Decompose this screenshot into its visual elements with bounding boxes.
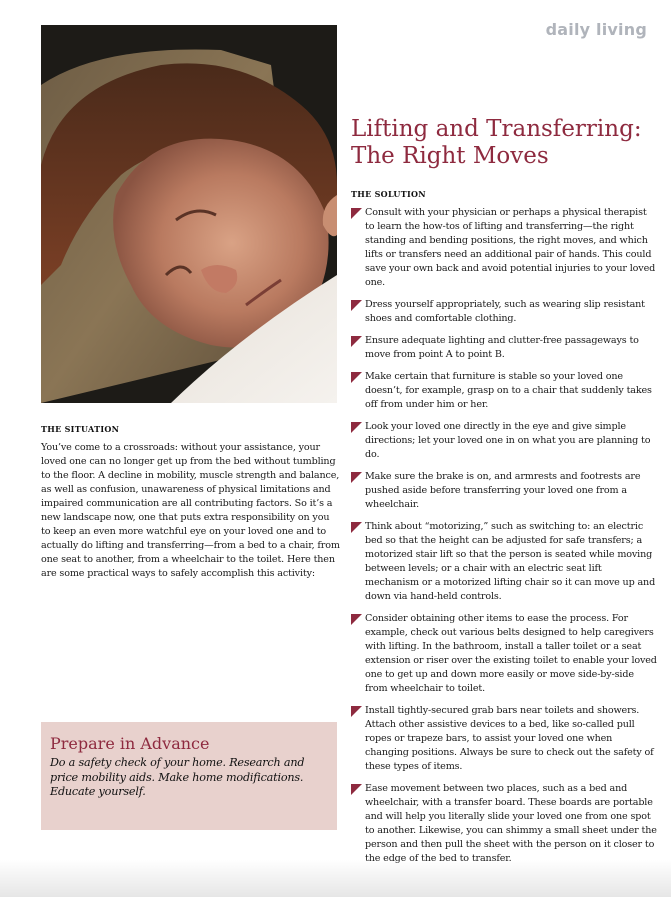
triangle-bullet-icon	[351, 372, 362, 383]
solution-item	[351, 520, 657, 604]
solution-item	[351, 782, 657, 866]
section-tag: daily living	[545, 20, 647, 39]
triangle-bullet-icon	[351, 472, 362, 483]
photo-image-icon	[41, 25, 337, 403]
solution-item	[351, 470, 657, 512]
triangle-bullet-icon	[351, 614, 362, 625]
solution-list	[351, 206, 657, 874]
solution-item-text: Think about “motorizing,” such as switching to: an electric bed so that the height can be adjusted for safe transfers; a motorized stair lift so that the person is seated while moving between levels; or a chair with an electric seat lift mechanism or a motorized lifting chair so it can move up and down via hand-held controls.	[365, 521, 656, 602]
situation-body: You’ve come to a crossroads: without your assistance, your loved one can no longer get up from the bed without tumbling to the floor. A decline in mobility, muscle strength and balance, as well as confusion, unawareness of physical limitations and impaired communication are all contributing factors. So it’s a new landscape now, one that puts extra responsibility on you to keep an even more watchful eye on your loved one and to actually do lifting and transferring—from a bed to a chair, from one seat to another, from a wheelchair to the toilet. Here then are some practical ways to safely accomplish this activity:	[41, 442, 340, 579]
triangle-bullet-icon	[351, 208, 362, 219]
triangle-bullet-icon	[351, 336, 362, 347]
solution-item-text: Dress yourself appropriately, such as wearing slip resistant shoes and comfortable clothing.	[365, 299, 645, 324]
solution-item-text: Make sure the brake is on, and armrests and footrests are pushed aside before transferring your loved one from a wheelchair.	[365, 471, 641, 510]
solution-item-text: Consider obtaining other items to ease the process. For example, check out various belts designed to help caregivers with lifting. In the bathroom, install a taller toilet or a seat extension or riser over the existing toilet to enable your loved one to get up and down more easily or move side-by-side from wheelchair to toilet.	[365, 613, 657, 694]
solution-item-text: Make certain that furniture is stable so your loved one doesn’t, for example, grasp on to a chair that suddenly takes off from under him or her.	[365, 371, 652, 410]
solution-item	[351, 420, 657, 462]
triangle-bullet-icon	[351, 522, 362, 533]
solution-item	[351, 612, 657, 696]
solution-item	[351, 298, 657, 326]
solution-item	[351, 206, 657, 290]
solution-item-text: Ease movement between two places, such as a bed and wheelchair, with a transfer board. These boards are portable and will help you literally slide your loved one from one spot to another. Likewise, you can shimmy a small sheet under the person and then pull the sheet with the person on it closer to the edge of the bed to transfer.	[365, 783, 657, 864]
prepare-callout-box	[41, 722, 337, 830]
situation-heading: THE SITUATION	[41, 424, 120, 434]
solution-item	[351, 704, 657, 774]
solution-item-text: Look your loved one directly in the eye and give simple directions; let your loved one in on what you are planning to do.	[365, 421, 651, 460]
solution-item	[351, 334, 657, 362]
callout-body: Do a safety check of your home. Research and price mobility aids. Make home modifications. Educate yourself.	[50, 756, 305, 798]
solution-heading: THE SOLUTION	[351, 189, 426, 199]
triangle-bullet-icon	[351, 784, 362, 795]
triangle-bullet-icon	[351, 422, 362, 433]
solution-item-text: Ensure adequate lighting and clutter-free passageways to move from point A to point B.	[365, 335, 639, 360]
solution-item-text: Consult with your physician or perhaps a physical therapist to learn the how-tos of lifting and transferring—the right standing and bending positions, the right moves, and which lifts or transfers need an additional pair of hands. This could save your own back and avoid potential injuries to your loved one.	[365, 207, 656, 288]
callout-title: Prepare in Advance	[50, 734, 210, 753]
article-title: Lifting and Transferring: The Right Moves	[351, 116, 642, 169]
article-photo	[41, 25, 337, 403]
solution-item-text: Install tightly-secured grab bars near toilets and showers. Attach other assistive devices to a bed, like so-called pull ropes or trapeze bars, to assist your loved one when changing positions. Always be sure to check out the safety of these types of items.	[365, 705, 654, 772]
triangle-bullet-icon	[351, 300, 362, 311]
solution-item	[351, 370, 657, 412]
triangle-bullet-icon	[351, 706, 362, 717]
